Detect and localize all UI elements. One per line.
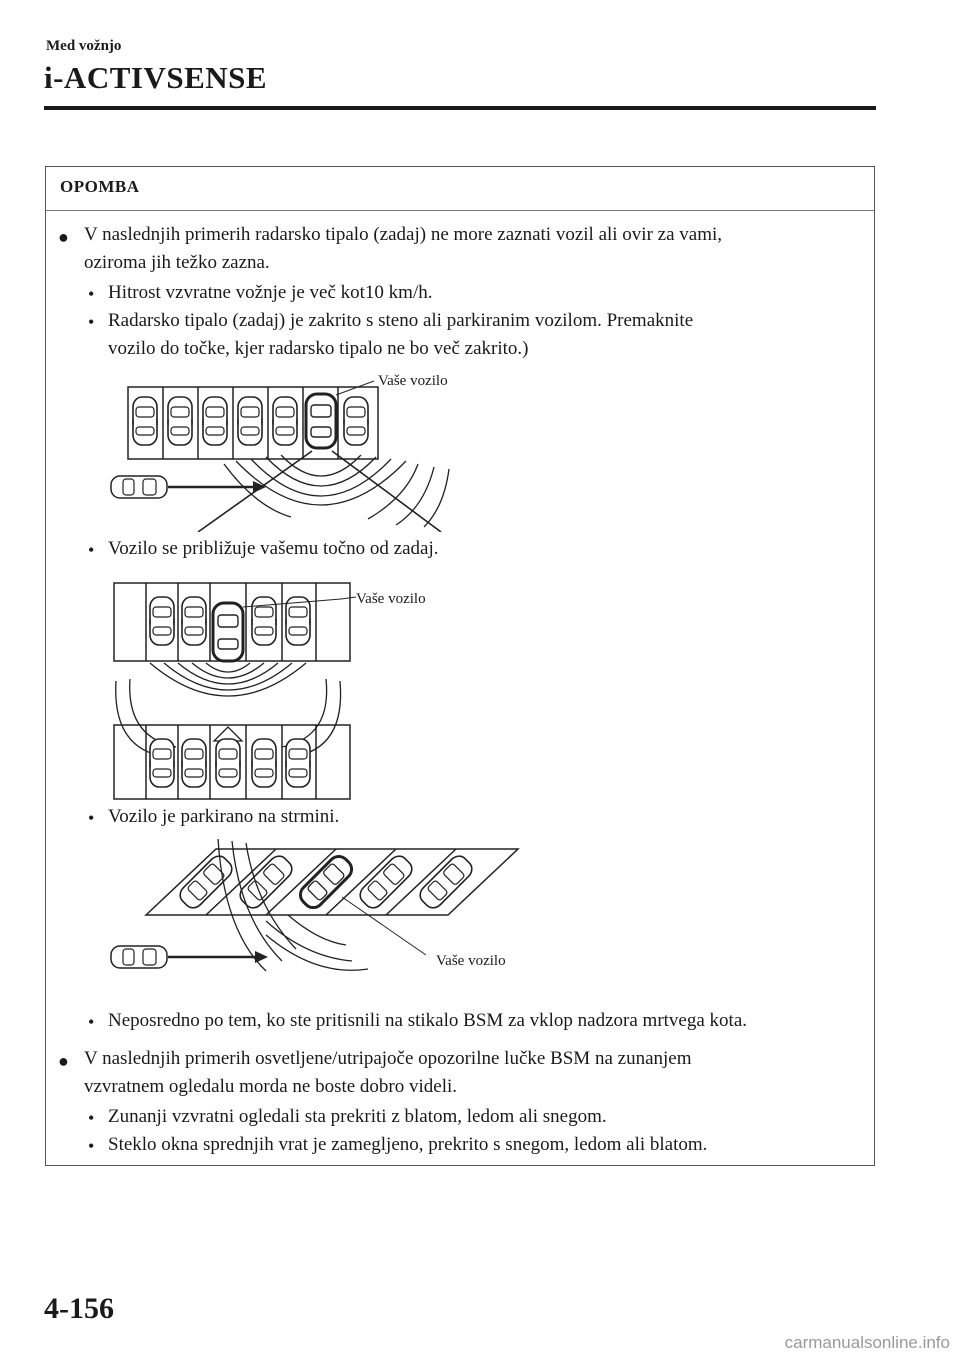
watermark: carmanualsonline.info <box>784 1333 950 1352</box>
note-box <box>45 166 875 1166</box>
sub-item-speed: Hitrost vzvratne vožnje je več kot10 km/h. <box>108 282 433 303</box>
sub-bullet-dot: • <box>88 1012 95 1032</box>
figure-label: Vaše vozilo <box>356 591 426 607</box>
figure-label: Vaše vozilo <box>378 373 448 389</box>
sub-item-slope: Vozilo je parkirano na strmini. <box>108 806 340 827</box>
section-label: Med vožnjo <box>46 38 122 54</box>
sub-bullet-dot: • <box>88 808 95 828</box>
bullet-dot: ● <box>58 227 69 247</box>
note-divider <box>46 210 874 211</box>
bullet-2-line-1: V naslednjih primerih osvetljene/utripajoče opozorilne lučke BSM na zunanjem <box>84 1048 692 1069</box>
bullet-1-line-1: V naslednjih primerih radarsko tipalo (zadaj) ne more zaznati vozil ali ovir za vami, <box>84 224 723 245</box>
sub-bullet-dot: • <box>88 1108 95 1128</box>
sub-bullet-dot: • <box>88 540 95 560</box>
chapter-title: i-ACTIVSENSE <box>44 60 268 95</box>
sub-item-mirrors-covered: Zunanji vzvratni ogledali sta prekriti z blatom, ledom ali snegom. <box>108 1106 607 1127</box>
figure-label: Vaše vozilo <box>436 953 506 969</box>
page-number: 4-156 <box>44 1292 114 1325</box>
bullet-2-line-2: vzvratnem ogledalu morda ne boste dobro videli. <box>84 1076 458 1097</box>
sub-bullet-dot: • <box>88 312 95 332</box>
bullet-1-line-2: oziroma jih težko zazna. <box>84 252 270 273</box>
note-heading: OPOMBA <box>60 177 140 196</box>
sub-item-bsm-switch: Neposredno po tem, ko ste pritisnili na stikalo BSM za vklop nadzora mrtvega kota. <box>108 1010 748 1031</box>
sub-bullet-dot: • <box>88 284 95 304</box>
sub-item-sensor-blocked-line-1: Radarsko tipalo (zadaj) je zakrito s steno ali parkiranim vozilom. Premaknite <box>108 310 694 331</box>
sub-item-approach-behind: Vozilo se približuje vašemu točno od zadaj. <box>108 538 439 559</box>
sub-item-window-fogged: Steklo okna sprednjih vrat je zamegljeno, prekrito s snegom, ledom ali blatom. <box>108 1134 708 1155</box>
sub-bullet-dot: • <box>88 1136 95 1156</box>
header-rule <box>44 106 876 110</box>
figure-parking-row-wall <box>106 367 556 532</box>
figure-parking-slope <box>106 837 566 987</box>
figure-parking-approach-behind <box>106 577 506 802</box>
bullet-dot: ● <box>58 1051 69 1071</box>
sub-item-sensor-blocked-line-2: vozilo do točke, kjer radarsko tipalo ne bo več zakrito.) <box>108 338 529 359</box>
